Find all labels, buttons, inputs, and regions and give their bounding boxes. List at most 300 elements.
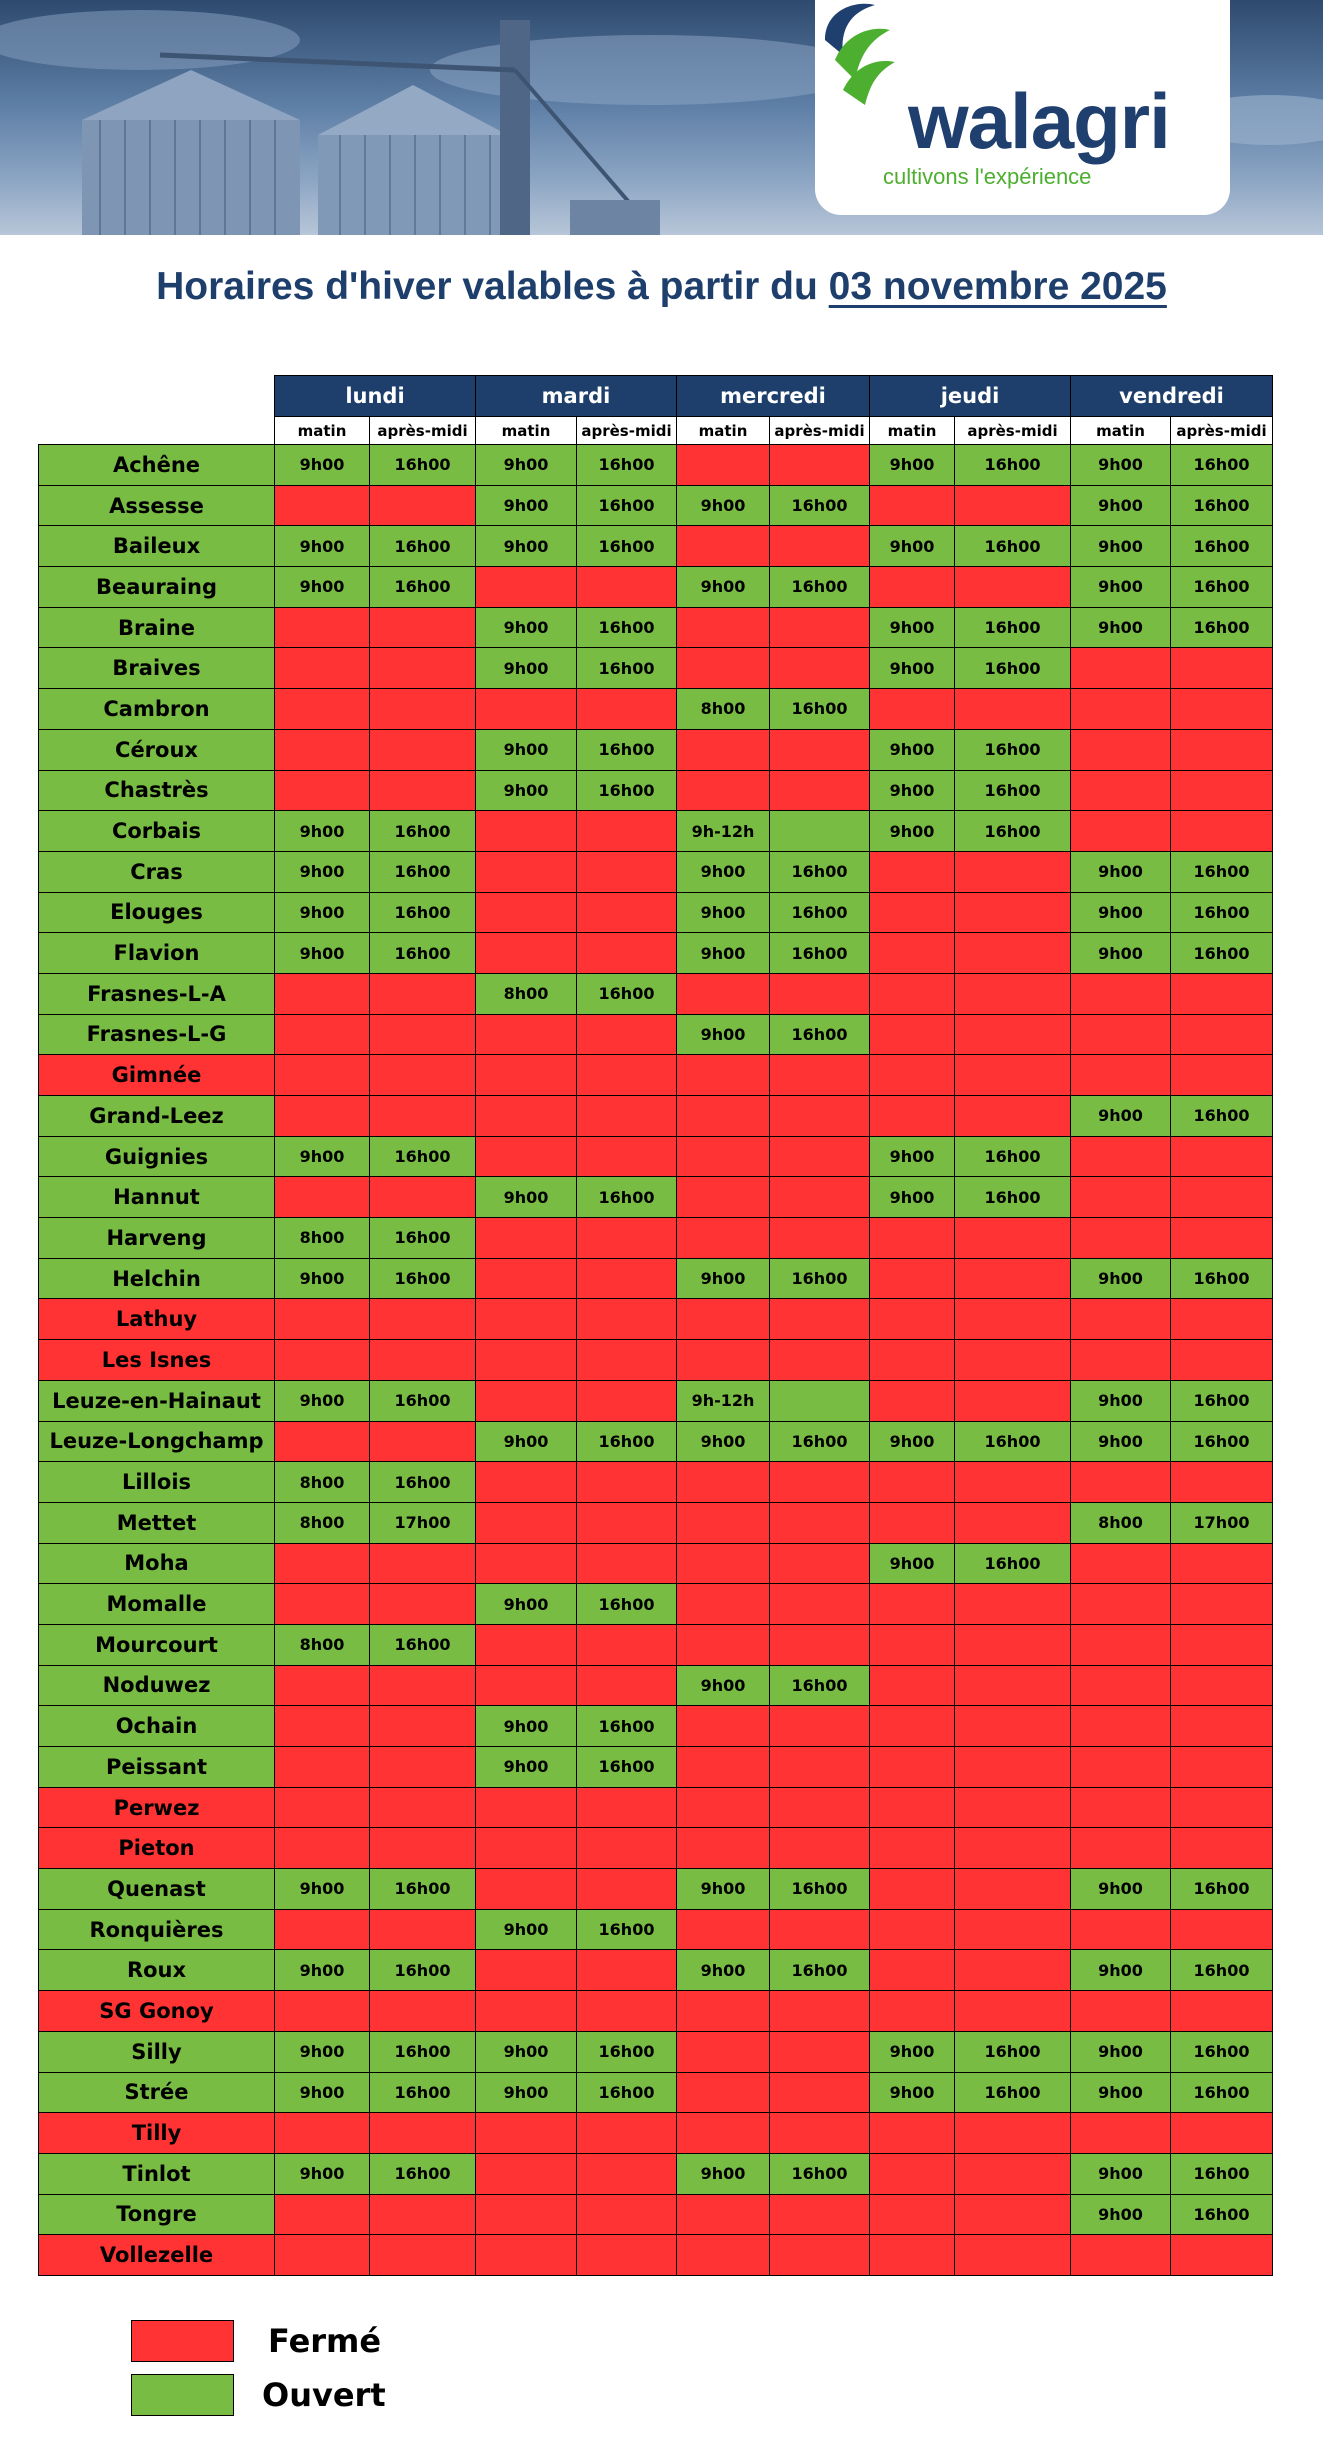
schedule-cell: 16h00 [770, 1258, 870, 1299]
schedule-cell: 9h00 [870, 2072, 955, 2113]
schedule-cell: 16h00 [577, 1747, 677, 1788]
schedule-cell [1071, 1340, 1171, 1381]
schedule-cell [577, 1340, 677, 1381]
schedule-cell [955, 1055, 1071, 1096]
schedule-cell: 9h00 [476, 1747, 577, 1788]
schedule-cell [577, 689, 677, 730]
day-header-row [39, 376, 1273, 417]
schedule-cell [577, 2113, 677, 2154]
schedule-cell [476, 1055, 577, 1096]
table-row [39, 1421, 1273, 1462]
schedule-cell [476, 811, 577, 852]
location-name: Quenast [39, 1869, 275, 1910]
schedule-cell [1171, 1584, 1273, 1625]
schedule-cell [476, 933, 577, 974]
schedule-cell [677, 1706, 770, 1747]
schedule-cell [1071, 1909, 1171, 1950]
schedule-cell [955, 2194, 1071, 2235]
schedule-cell: 9h00 [870, 1543, 955, 1584]
schedule-cell [370, 648, 476, 689]
schedule-cell [275, 1747, 370, 1788]
schedule-cell [1071, 1747, 1171, 1788]
schedule-cell [677, 1828, 770, 1869]
schedule-cell: 9h00 [677, 1869, 770, 1910]
schedule-cell [1071, 1055, 1171, 1096]
schedule-cell [770, 526, 870, 567]
schedule-cell [1171, 1055, 1273, 1096]
schedule-cell [955, 2113, 1071, 2154]
schedule-cell: 9h00 [275, 1869, 370, 1910]
schedule-cell: 9h00 [677, 485, 770, 526]
schedule-cell [870, 2235, 955, 2276]
schedule-cell [275, 1991, 370, 2032]
schedule-cell: 16h00 [370, 2153, 476, 2194]
schedule-cell [1071, 811, 1171, 852]
schedule-cell: 16h00 [1171, 1096, 1273, 1137]
schedule-cell [677, 1462, 770, 1503]
schedule-cell [476, 1218, 577, 1259]
schedule-cell [1171, 1787, 1273, 1828]
location-name: Guignies [39, 1136, 275, 1177]
schedule-cell [1171, 1340, 1273, 1381]
schedule-cell [677, 1584, 770, 1625]
schedule-cell [577, 811, 677, 852]
schedule-cell [770, 811, 870, 852]
schedule-cell [870, 1665, 955, 1706]
location-name: Noduwez [39, 1665, 275, 1706]
schedule-cell: 16h00 [770, 567, 870, 608]
schedule-cell [370, 1787, 476, 1828]
schedule-cell [476, 1014, 577, 1055]
schedule-cell: 9h00 [870, 607, 955, 648]
schedule-cell [1071, 1136, 1171, 1177]
schedule-cell: 9h00 [1071, 1258, 1171, 1299]
schedule-cell [955, 1747, 1071, 1788]
schedule-cell [1071, 1543, 1171, 1584]
schedule-cell: 9h00 [870, 729, 955, 770]
schedule-cell: 9h00 [275, 567, 370, 608]
schedule-cell: 9h00 [476, 770, 577, 811]
schedule-cell [955, 933, 1071, 974]
schedule-cell [370, 2113, 476, 2154]
schedule-cell: 8h00 [677, 689, 770, 730]
schedule-cell [677, 1909, 770, 1950]
schedule-cell [476, 1340, 577, 1381]
schedule-cell [370, 1543, 476, 1584]
schedule-cell [275, 485, 370, 526]
schedule-cell [1171, 1543, 1273, 1584]
schedule-cell [870, 1340, 955, 1381]
schedule-cell [770, 648, 870, 689]
schedule-cell: 9h00 [677, 1014, 770, 1055]
schedule-cell: 16h00 [955, 526, 1071, 567]
schedule-cell: 9h00 [275, 1380, 370, 1421]
schedule-cell [370, 729, 476, 770]
schedule-cell [870, 1055, 955, 1096]
schedule-cell [870, 1950, 955, 1991]
slot-header-morning: matin [870, 417, 955, 445]
table-row [39, 1747, 1273, 1788]
schedule-cell [870, 1909, 955, 1950]
location-name: Silly [39, 2031, 275, 2072]
schedule-cell [870, 1096, 955, 1137]
schedule-cell [370, 1991, 476, 2032]
schedule-cell [577, 851, 677, 892]
location-name: Tilly [39, 2113, 275, 2154]
schedule-cell [1071, 1218, 1171, 1259]
schedule-cell: 9h00 [870, 811, 955, 852]
location-name: Achêne [39, 445, 275, 486]
schedule-cell [677, 1991, 770, 2032]
schedule-cell [770, 1828, 870, 1869]
schedule-cell: 16h00 [577, 485, 677, 526]
schedule-cell: 9h00 [870, 2031, 955, 2072]
schedule-cell [275, 1055, 370, 1096]
schedule-cell: 9h00 [275, 1136, 370, 1177]
schedule-cell: 8h00 [275, 1462, 370, 1503]
location-name: Momalle [39, 1584, 275, 1625]
schedule-cell [955, 1706, 1071, 1747]
schedule-cell: 16h00 [1171, 933, 1273, 974]
table-row [39, 1665, 1273, 1706]
schedule-cell: 9h00 [1071, 1380, 1171, 1421]
schedule-cell [677, 1055, 770, 1096]
schedule-cell [1171, 1624, 1273, 1665]
schedule-cell: 16h00 [955, 445, 1071, 486]
schedule-cell [476, 892, 577, 933]
schedule-cell: 9h00 [677, 567, 770, 608]
schedule-cell [770, 1787, 870, 1828]
schedule-cell [870, 1502, 955, 1543]
slot-header-afternoon: après-midi [1171, 417, 1273, 445]
schedule-cell: 16h00 [370, 1218, 476, 1259]
location-name: Céroux [39, 729, 275, 770]
schedule-cell: 9h00 [1071, 1950, 1171, 1991]
schedule-cell [577, 1624, 677, 1665]
schedule-cell: 16h00 [1171, 1950, 1273, 1991]
location-name: Beauraing [39, 567, 275, 608]
schedule-cell: 16h00 [370, 2072, 476, 2113]
schedule-cell [1071, 2113, 1171, 2154]
location-name: Chastrès [39, 770, 275, 811]
corner-cell [39, 417, 275, 445]
schedule-cell [577, 1462, 677, 1503]
schedule-cell [476, 1543, 577, 1584]
schedule-cell [870, 485, 955, 526]
schedule-cell: 9h00 [677, 1950, 770, 1991]
schedule-cell: 9h00 [476, 1177, 577, 1218]
schedule-cell [1171, 2113, 1273, 2154]
schedule-cell: 16h00 [1171, 1869, 1273, 1910]
schedule-cell [275, 1014, 370, 1055]
table-row [39, 1218, 1273, 1259]
slot-header-morning: matin [275, 417, 370, 445]
schedule-cell [476, 1258, 577, 1299]
schedule-cell: 9h-12h [677, 1380, 770, 1421]
table-row [39, 1787, 1273, 1828]
schedule-cell: 16h00 [1171, 2153, 1273, 2194]
schedule-cell: 8h00 [1071, 1502, 1171, 1543]
schedule-cell: 16h00 [1171, 2031, 1273, 2072]
legend-closed-swatch [131, 2320, 234, 2362]
schedule-cell: 16h00 [577, 1706, 677, 1747]
schedule-cell [1171, 1299, 1273, 1340]
schedule-cell [577, 2235, 677, 2276]
schedule-cell [870, 933, 955, 974]
schedule-cell: 9h00 [870, 770, 955, 811]
schedule-cell [370, 1096, 476, 1137]
schedule-cell [870, 2153, 955, 2194]
table-row [39, 607, 1273, 648]
schedule-cell [955, 1909, 1071, 1950]
schedule-cell: 9h00 [476, 2031, 577, 2072]
table-row [39, 729, 1273, 770]
table-row [39, 1380, 1273, 1421]
table-row [39, 933, 1273, 974]
location-name: Elouges [39, 892, 275, 933]
schedule-cell [677, 2031, 770, 2072]
location-name: Pieton [39, 1828, 275, 1869]
location-name: Vollezelle [39, 2235, 275, 2276]
schedule-cell: 9h00 [1071, 567, 1171, 608]
schedule-cell: 16h00 [770, 1421, 870, 1462]
schedule-cell [1171, 1665, 1273, 1706]
schedule-cell [955, 1869, 1071, 1910]
schedule-cell [370, 1828, 476, 1869]
schedule-cell: 9h00 [476, 1584, 577, 1625]
table-row [39, 2235, 1273, 2276]
schedule-cell [677, 1624, 770, 1665]
schedule-cell: 16h00 [577, 1177, 677, 1218]
schedule-cell: 16h00 [370, 1624, 476, 1665]
schedule-cell [870, 1869, 955, 1910]
day-header-tuesday: mardi [476, 376, 677, 417]
schedule-cell [677, 973, 770, 1014]
schedule-cell [677, 607, 770, 648]
schedule-cell [770, 1462, 870, 1503]
schedule-cell [770, 1340, 870, 1381]
schedule-cell: 9h00 [275, 445, 370, 486]
schedule-cell [476, 1869, 577, 1910]
schedule-cell: 8h00 [476, 973, 577, 1014]
schedule-cell: 9h00 [677, 1258, 770, 1299]
schedule-cell: 16h00 [370, 1258, 476, 1299]
location-name: Ochain [39, 1706, 275, 1747]
schedule-cell [770, 607, 870, 648]
schedule-cell: 16h00 [370, 445, 476, 486]
location-name: Flavion [39, 933, 275, 974]
schedule-cell: 9h00 [1071, 933, 1171, 974]
schedule-cell [577, 933, 677, 974]
schedule-cell: 9h00 [1071, 607, 1171, 648]
schedule-cell [1071, 2235, 1171, 2276]
schedule-cell [770, 1747, 870, 1788]
schedule-cell [1171, 770, 1273, 811]
schedule-cell [370, 1014, 476, 1055]
table-row [39, 689, 1273, 730]
table-row [39, 1258, 1273, 1299]
schedule-cell: 8h00 [275, 1624, 370, 1665]
schedule-cell [677, 1502, 770, 1543]
brand-tagline: cultivons l'expérience [883, 164, 1092, 189]
schedule-cell [577, 1991, 677, 2032]
brand-name: walagri [908, 77, 1170, 165]
hero-banner-silos [0, 0, 1323, 235]
schedule-cell: 16h00 [370, 567, 476, 608]
schedule-cell [1171, 1991, 1273, 2032]
schedule-cell [955, 1340, 1071, 1381]
schedule-cell [677, 2113, 770, 2154]
schedule-cell [476, 1950, 577, 1991]
schedule-cell [1071, 1462, 1171, 1503]
schedule-cell: 16h00 [955, 648, 1071, 689]
schedule-cell [677, 445, 770, 486]
schedule-cell: 9h00 [677, 1421, 770, 1462]
schedule-cell: 9h00 [1071, 2153, 1171, 2194]
schedule-cell [870, 1706, 955, 1747]
schedule-cell: 16h00 [770, 485, 870, 526]
schedule-cell [370, 1299, 476, 1340]
schedule-cell [275, 1177, 370, 1218]
schedule-cell [476, 1787, 577, 1828]
schedule-cell [770, 1909, 870, 1950]
table-row [39, 1869, 1273, 1910]
schedule-cell: 16h00 [577, 1909, 677, 1950]
schedule-cell [370, 1665, 476, 1706]
location-name: Perwez [39, 1787, 275, 1828]
schedule-cell: 16h00 [1171, 445, 1273, 486]
schedule-cell [1171, 1177, 1273, 1218]
table-row [39, 2194, 1273, 2235]
schedule-cell [275, 1299, 370, 1340]
schedule-cell [370, 1584, 476, 1625]
location-name: Lathuy [39, 1299, 275, 1340]
location-name: Moha [39, 1543, 275, 1584]
schedule-cell: 16h00 [577, 526, 677, 567]
schedule-cell: 16h00 [370, 526, 476, 567]
schedule-cell: 9h00 [1071, 2194, 1171, 2235]
schedule-cell [955, 1950, 1071, 1991]
schedule-cell: 16h00 [370, 2031, 476, 2072]
schedule-cell [955, 1462, 1071, 1503]
schedule-cell [955, 1828, 1071, 1869]
schedule-cell [370, 1340, 476, 1381]
schedule-cell: 9h00 [275, 1950, 370, 1991]
table-row [39, 811, 1273, 852]
schedule-cell [370, 770, 476, 811]
schedule-cell: 16h00 [770, 892, 870, 933]
schedule-cell [1171, 1706, 1273, 1747]
title-date: 03 novembre 2025 [828, 265, 1167, 308]
schedule-cell: 16h00 [770, 1665, 870, 1706]
schedule-cell [1071, 1299, 1171, 1340]
schedule-cell [870, 2113, 955, 2154]
schedule-cell [677, 2194, 770, 2235]
schedule-cell [1071, 1624, 1171, 1665]
location-name: Braine [39, 607, 275, 648]
schedule-cell [677, 1218, 770, 1259]
schedule-cell [770, 770, 870, 811]
schedule-cell [1071, 648, 1171, 689]
schedule-cell [1171, 648, 1273, 689]
legend-open-swatch [131, 2374, 234, 2416]
schedule-cell: 8h00 [275, 1502, 370, 1543]
schedule-cell [870, 1584, 955, 1625]
schedule-cell [1071, 1828, 1171, 1869]
schedule-cell [677, 729, 770, 770]
schedule-cell: 16h00 [955, 2031, 1071, 2072]
schedule-cell [770, 1624, 870, 1665]
schedule-cell: 16h00 [370, 811, 476, 852]
schedule-cell: 9h00 [476, 485, 577, 526]
schedule-cell: 9h00 [1071, 526, 1171, 567]
schedule-cell [870, 1991, 955, 2032]
schedule-cell [770, 1136, 870, 1177]
schedule-cell [577, 1055, 677, 1096]
location-name: Ronquières [39, 1909, 275, 1950]
schedule-cell: 9h00 [1071, 1869, 1171, 1910]
schedule-cell: 16h00 [370, 892, 476, 933]
schedule-cell [770, 2113, 870, 2154]
schedule-cell [275, 1340, 370, 1381]
schedule-cell [275, 1706, 370, 1747]
schedule-cell: 9h00 [1071, 1421, 1171, 1462]
schedule-cell [870, 1462, 955, 1503]
schedule-cell: 16h00 [577, 2072, 677, 2113]
schedule-cell [955, 973, 1071, 1014]
location-name: Mettet [39, 1502, 275, 1543]
schedule-cell: 9h00 [476, 2072, 577, 2113]
schedule-cell: 16h00 [1171, 892, 1273, 933]
schedule-cell [870, 1380, 955, 1421]
schedule-cell [476, 2153, 577, 2194]
schedule-cell [870, 1624, 955, 1665]
schedule-cell [577, 1380, 677, 1421]
slot-header-afternoon: après-midi [955, 417, 1071, 445]
schedule-cell [275, 2235, 370, 2276]
schedule-cell: 16h00 [955, 811, 1071, 852]
schedule-cell [476, 567, 577, 608]
table-row [39, 1543, 1273, 1584]
schedule-cell [1071, 1014, 1171, 1055]
location-name: Cambron [39, 689, 275, 730]
schedule-cell [770, 1584, 870, 1625]
schedule-cell: 9h00 [275, 933, 370, 974]
schedule-cell [370, 1706, 476, 1747]
slot-header-afternoon: après-midi [770, 417, 870, 445]
location-name: Tongre [39, 2194, 275, 2235]
schedule-cell [955, 567, 1071, 608]
schedule-cell [275, 729, 370, 770]
schedule-cell [870, 1258, 955, 1299]
schedule-cell: 16h00 [955, 1177, 1071, 1218]
schedule-cell [1171, 1014, 1273, 1055]
schedule-cell: 16h00 [577, 1421, 677, 1462]
table-row [39, 1462, 1273, 1503]
schedule-cell [577, 1218, 677, 1259]
table-row [39, 1055, 1273, 1096]
schedule-cell [476, 1136, 577, 1177]
schedule-cell: 16h00 [577, 729, 677, 770]
location-name: Leuze-Longchamp [39, 1421, 275, 1462]
schedule-cell: 16h00 [955, 1543, 1071, 1584]
schedule-cell [476, 2235, 577, 2276]
schedule-cell [1171, 811, 1273, 852]
schedule-cell [770, 2194, 870, 2235]
schedule-cell [275, 1096, 370, 1137]
schedule-cell: 16h00 [370, 1950, 476, 1991]
slot-header-morning: matin [677, 417, 770, 445]
